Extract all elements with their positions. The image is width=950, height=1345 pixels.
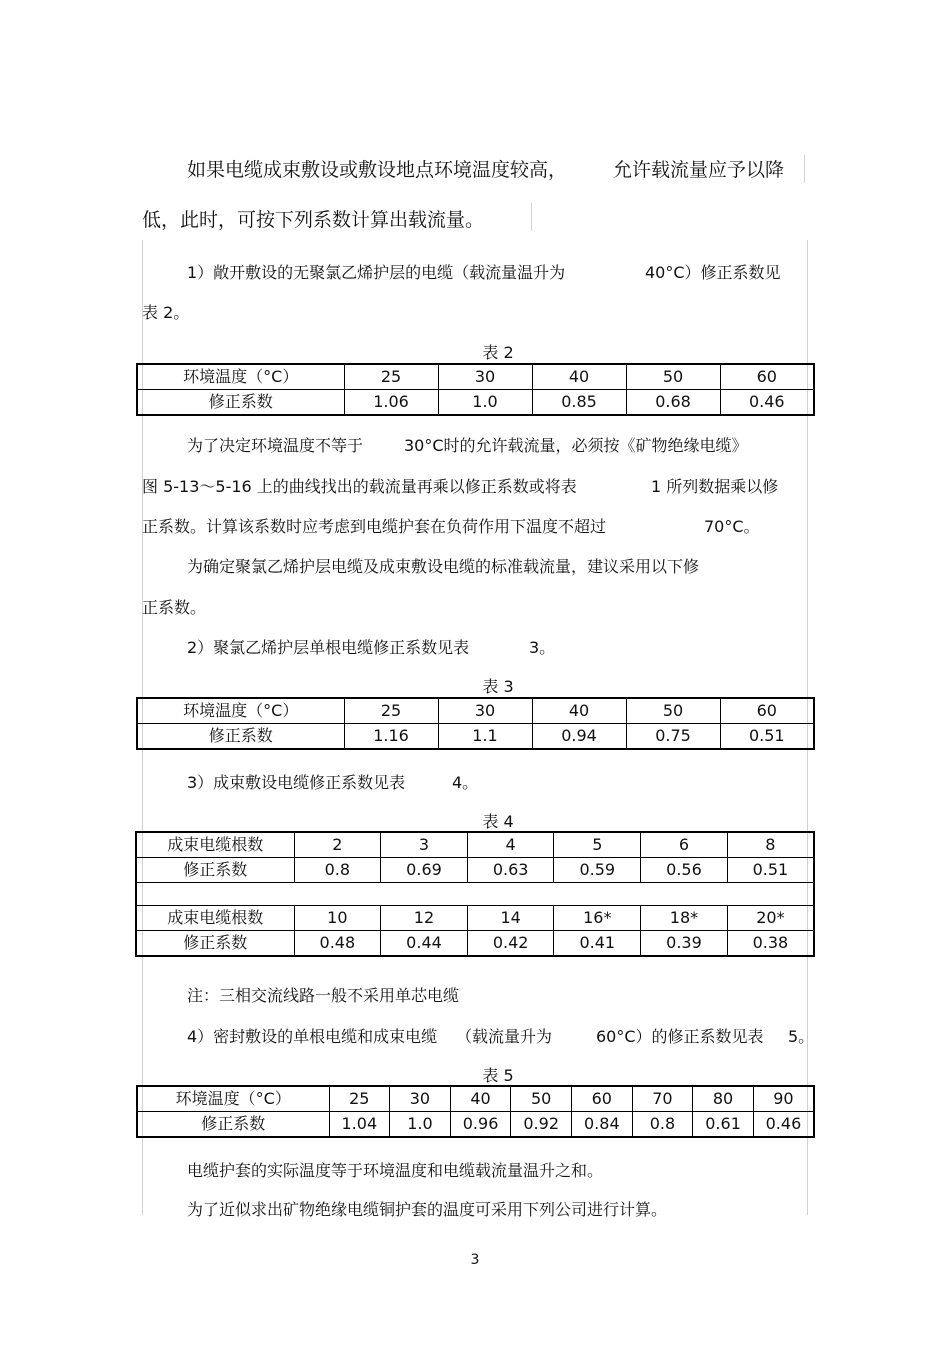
table2-cell: 环境温度（°C） <box>137 364 344 390</box>
table2-cell: 修正系数 <box>137 390 344 416</box>
table2-cell: 0.85 <box>532 390 626 416</box>
intro-line1b: 允许载流量应予以降 <box>613 159 785 181</box>
table2-cell: 1.06 <box>344 390 438 416</box>
table5-cell: 80 <box>693 1086 754 1112</box>
table3-value-row <box>137 724 814 750</box>
table2-cell: 50 <box>626 364 720 390</box>
intro-line2: 低，此时，可按下列系数计算出载流量。 <box>142 209 485 231</box>
table4-count-row <box>136 906 814 931</box>
para5: 为了近似求出矿物绝缘电缆铜护套的温度可采用下列公司进行计算。 <box>187 1200 668 1219</box>
table2-cell: 60 <box>720 364 814 390</box>
intro-line1a: 如果电缆成束敷设或敷设地点环境温度较高， <box>187 159 568 181</box>
table4-cell: 0.63 <box>467 858 554 883</box>
table5-cell: 1.04 <box>329 1112 390 1138</box>
para3-line1: 为确定聚氯乙烯护层电缆及成束敷设电缆的标准载流量，建议采用以下修 <box>187 557 700 576</box>
table5-cell: 25 <box>329 1086 390 1112</box>
table5-cell: 40 <box>450 1086 511 1112</box>
table5-cell: 0.46 <box>753 1112 814 1138</box>
table4-cell: 修正系数 <box>136 858 294 883</box>
table5-caption: 表 5 <box>482 1066 514 1085</box>
item4-part-c: 60°C）的修正系数见表 <box>596 1027 764 1046</box>
table4-cell: 4 <box>467 832 554 858</box>
table2-header-row <box>137 364 814 390</box>
table4 <box>135 831 815 957</box>
para2-line3a: 正系数。计算该系数时应考虑到电缆护套在负荷作用下温度不超过 <box>142 517 607 536</box>
table4-cell: 0.39 <box>641 931 728 957</box>
table2-cell: 1.0 <box>438 390 532 416</box>
para4: 电缆护套的实际温度等于环境温度和电缆载流量温升之和。 <box>187 1161 604 1180</box>
table4-cell: 20* <box>727 906 814 931</box>
table5-cell: 60 <box>572 1086 633 1112</box>
table5-header-row <box>137 1086 814 1112</box>
table5-cell: 50 <box>511 1086 572 1112</box>
item1-line2: 表 2。 <box>142 303 190 322</box>
item4-part-a: 4）密封敷设的单根电缆和成束电缆 <box>187 1027 438 1046</box>
table4-value-row <box>136 931 814 957</box>
table4-value-row <box>136 858 814 883</box>
table4-cell: 18* <box>641 906 728 931</box>
table4-cell: 0.8 <box>294 858 381 883</box>
table2-cell: 0.68 <box>626 390 720 416</box>
table3-caption: 表 3 <box>482 677 514 696</box>
table2-cell: 25 <box>344 364 438 390</box>
table2 <box>136 363 815 416</box>
table5 <box>136 1085 815 1138</box>
table5-value-row <box>137 1112 814 1138</box>
table4-cell: 0.42 <box>467 931 554 957</box>
table5-cell: 环境温度（°C） <box>137 1086 329 1112</box>
table2-cell: 0.46 <box>720 390 814 416</box>
table3-cell: 25 <box>344 698 438 724</box>
table5-cell: 30 <box>390 1086 451 1112</box>
table4-cell: 14 <box>467 906 554 931</box>
table3-cell: 环境温度（°C） <box>137 698 344 724</box>
table3-cell: 30 <box>438 698 532 724</box>
table4-cell: 成束电缆根数 <box>136 906 294 931</box>
table4-gap-cell <box>136 883 814 906</box>
table3-cell: 50 <box>626 698 720 724</box>
table3-cell: 60 <box>720 698 814 724</box>
table4-cell: 0.44 <box>381 931 468 957</box>
table4-cell: 0.69 <box>381 858 468 883</box>
item2-ref: 3。 <box>529 638 556 657</box>
table4-count-row <box>136 832 814 858</box>
table5-cell: 90 <box>753 1086 814 1112</box>
item2-text: 2）聚氯乙烯护层单根电缆修正系数见表 <box>187 638 470 657</box>
scan-line-mid <box>531 203 532 231</box>
table4-cell: 修正系数 <box>136 931 294 957</box>
para2-line1b: 30°C时的允许载流量，必须按《矿物绝缘电缆》 <box>404 436 748 455</box>
item3-text: 3）成束敷设电缆修正系数见表 <box>187 773 406 792</box>
table5-cell: 70 <box>632 1086 693 1112</box>
table3-cell: 修正系数 <box>137 724 344 750</box>
table5-cell: 1.0 <box>390 1112 451 1138</box>
note: 注：三相交流线路一般不采用单芯电缆 <box>187 986 460 1005</box>
table4-gap-row <box>136 883 814 906</box>
item4-part-b: （载流量升为 <box>456 1027 553 1046</box>
table4-cell: 0.41 <box>554 931 641 957</box>
table5-cell: 0.92 <box>511 1112 572 1138</box>
scan-line-top-right <box>804 155 805 183</box>
table4-cell: 12 <box>381 906 468 931</box>
table3-cell: 40 <box>532 698 626 724</box>
table5-cell: 0.61 <box>693 1112 754 1138</box>
para2-line1a: 为了决定环境温度不等于 <box>187 436 364 455</box>
table5-cell: 0.8 <box>632 1112 693 1138</box>
table3-cell: 1.16 <box>344 724 438 750</box>
page-number: 3 <box>470 1252 480 1268</box>
item3-ref: 4。 <box>452 773 479 792</box>
table4-cell: 0.38 <box>727 931 814 957</box>
table4-cell: 成束电缆根数 <box>136 832 294 858</box>
table2-cell: 40 <box>532 364 626 390</box>
table4-cell: 0.48 <box>294 931 381 957</box>
para3-line2: 正系数。 <box>142 598 207 617</box>
table4-cell: 2 <box>294 832 381 858</box>
table4-cell: 8 <box>727 832 814 858</box>
table4-cell: 0.56 <box>641 858 728 883</box>
para2-line2b: 1 所列数据乘以修 <box>651 477 779 496</box>
table4-cell: 3 <box>381 832 468 858</box>
table3-cell: 0.51 <box>720 724 814 750</box>
table3-cell: 0.75 <box>626 724 720 750</box>
table5-cell: 修正系数 <box>137 1112 329 1138</box>
table4-cell: 0.51 <box>727 858 814 883</box>
item1-line1a: 1）敞开敷设的无聚氯乙烯护层的电缆（载流量温升为 <box>187 263 566 282</box>
para2-line2a: 图 5-13～5-16 上的曲线找出的载流量再乘以修正系数或将表 <box>142 477 577 496</box>
table2-cell: 30 <box>438 364 532 390</box>
table3-cell: 1.1 <box>438 724 532 750</box>
item1-line1b: 40°C）修正系数见 <box>645 263 781 282</box>
table4-cell: 6 <box>641 832 728 858</box>
table5-cell: 0.84 <box>572 1112 633 1138</box>
item4-part-d: 5。 <box>788 1027 815 1046</box>
table4-cell: 0.59 <box>554 858 641 883</box>
table4-caption: 表 4 <box>482 812 514 831</box>
table4-cell: 10 <box>294 906 381 931</box>
para2-line3b: 70°C。 <box>704 517 760 536</box>
table2-caption: 表 2 <box>482 343 514 362</box>
table5-cell: 0.96 <box>450 1112 511 1138</box>
table3-header-row <box>137 698 814 724</box>
table4-cell: 16* <box>554 906 641 931</box>
table3 <box>136 697 815 750</box>
table4-cell: 5 <box>554 832 641 858</box>
table3-cell: 0.94 <box>532 724 626 750</box>
table2-value-row <box>137 390 814 416</box>
